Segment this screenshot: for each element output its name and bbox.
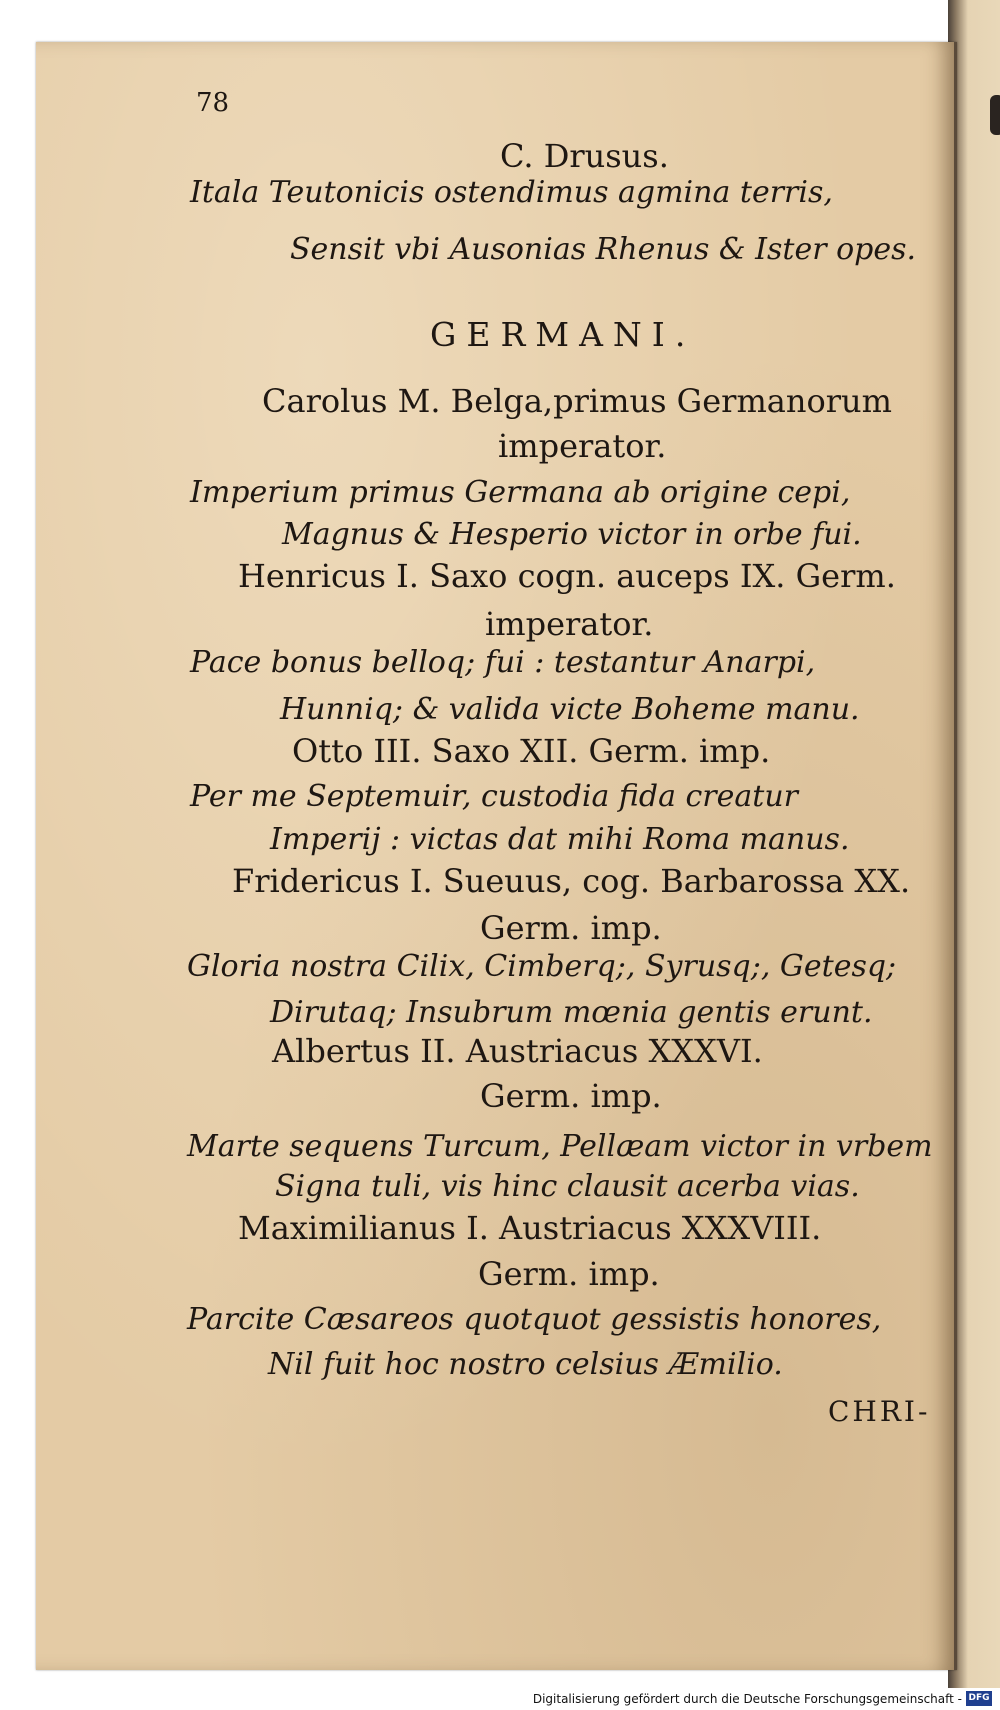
verse-line: Pace bonus belloq; fui : testantur Anarpi,	[190, 645, 816, 680]
verse-line: Parcite Cæsareos quotquot gessistis honores,	[187, 1302, 882, 1337]
verse-line: Marte sequens Turcum, Pellæam victor in vrbem	[187, 1129, 933, 1164]
emperor-heading: Germ. imp.	[480, 909, 662, 947]
verse-line: Per me Septemuir, custodia fida creatur	[190, 779, 798, 814]
emperor-heading: Maximilianus I. Austriacus XXXVIII.	[238, 1209, 822, 1247]
emperor-heading: imperator.	[498, 427, 667, 465]
emperor-heading: Henricus I. Saxo cogn. auceps IX. Germ.	[238, 557, 896, 595]
emperor-heading: Albertus II. Austriacus XXXVI.	[272, 1032, 763, 1070]
verse-line: Signa tuli, vis hinc clausit acerba vias.	[275, 1169, 860, 1204]
verse-line: Gloria nostra Cilix, Cimberq;, Syrusq;, Getesq;	[187, 949, 897, 984]
emperor-heading: Otto III. Saxo XII. Germ. imp.	[292, 732, 771, 770]
verse-line: Imperij : victas dat mihi Roma manus.	[270, 822, 850, 857]
adjacent-page-mark	[990, 95, 1000, 135]
verse-line: Magnus & Hesperio victor in orbe fui.	[282, 517, 862, 552]
verse-line: Dirutaq; Insubrum mœnia gentis erunt.	[270, 995, 873, 1030]
page-number: 78	[196, 88, 230, 118]
section-title: GERMANI.	[430, 315, 696, 354]
verse-line: Hunniq; & valida victe Boheme manu.	[280, 692, 860, 727]
emperor-heading: Fridericus I. Sueuus, cog. Barbarossa XX.	[232, 862, 911, 900]
verse-line: Itala Teutonicis ostendimus agmina terris,	[190, 175, 833, 210]
emperor-heading: Germ. imp.	[478, 1255, 660, 1293]
verse-line: Sensit vbi Ausonias Rhenus & Ister opes.	[290, 232, 917, 267]
show-through-text	[146, 1432, 906, 1502]
heading-drusus: C. Drusus.	[500, 137, 669, 175]
verse-line: Nil fuit hoc nostro celsius Æmilio.	[268, 1347, 783, 1382]
catchword: CHRI-	[828, 1395, 931, 1428]
verse-line: Imperium primus Germana ab origine cepi,	[190, 475, 851, 510]
emperor-heading: Carolus M. Belga,primus Germanorum	[262, 382, 892, 420]
dfg-logo-icon: DFG	[966, 1691, 992, 1706]
digitization-credit: Digitalisierung gefördert durch die Deutsche Forschungsgemeinschaft -	[532, 1692, 962, 1706]
emperor-heading: imperator.	[485, 605, 654, 643]
emperor-heading: Germ. imp.	[480, 1077, 662, 1115]
